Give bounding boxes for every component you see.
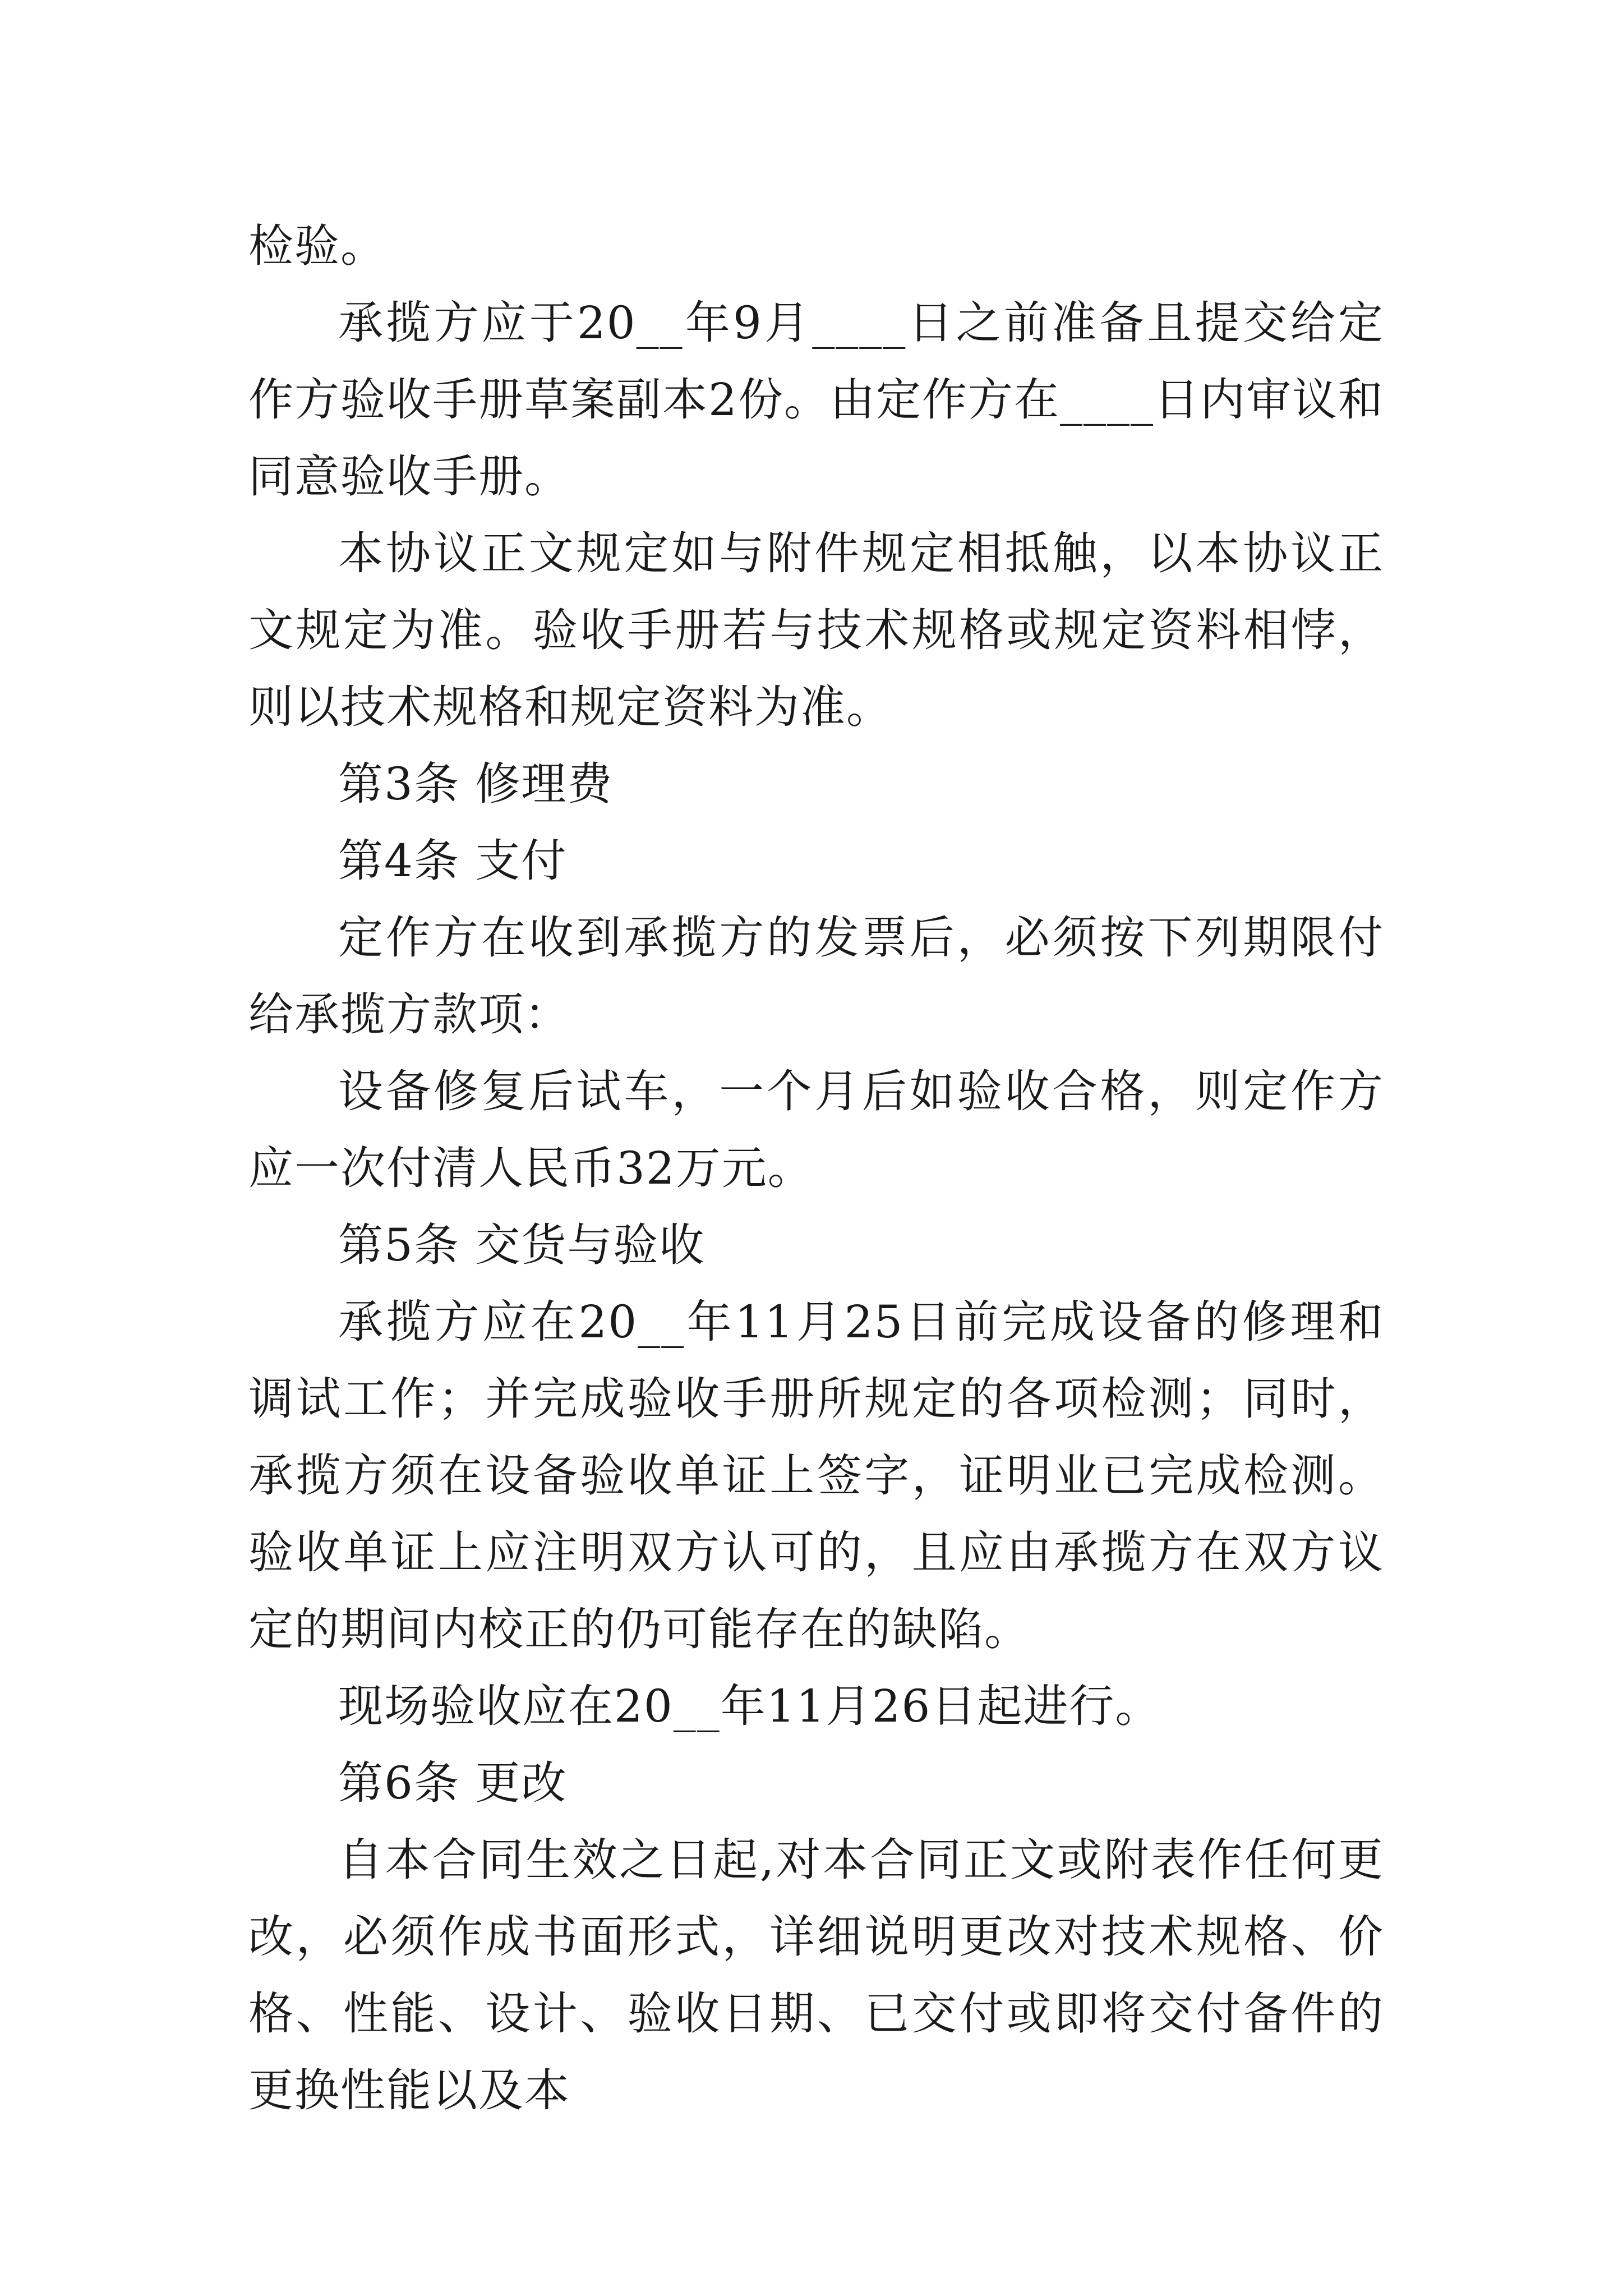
section-heading-article-6: 第6条 更改 [338,1757,568,1809]
section-heading-article-5: 第5条 交货与验收 [338,1219,706,1271]
section-heading-article-4: 第4条 支付 [338,835,568,887]
paragraph-continuation: 检验。 [248,220,386,272]
paragraph-delivery: 承揽方应在20__年11月25日前完成设备的修理和调试工作；并完成验收手册所规定的各项检测；同时，承揽方须在设备验收单证上签字，证明业已完成检测。验收单证上应注明双方认可的，且应由承揽方在双方议定的期间内校正的仍可能存在的缺陷。 [248,1296,1384,1655]
section-heading-article-3: 第3条 修理费 [338,758,614,810]
paragraph-site-acceptance: 现场验收应在20__年11月26日起进行。 [338,1680,1161,1732]
paragraph-amendments: 自本合同生效之日起,对本合同正文或附表作任何更改，必须作成书面形式，详细说明更改对技术规格、价格、性能、设计、验收日期、已交付或即将交付备件的更换性能以及本 [248,1834,1384,2116]
document-body [248,208,1384,2129]
paragraph-payment-amount: 设备修复后试车，一个月后如验收合格，则定作方应一次付清人民币32万元。 [248,1065,1384,1194]
paragraph-manual-draft: 承揽方应于20__年9月____日之前准备且提交给定作方验收手册草案副本2份。由定作方在____日内审议和同意验收手册。 [248,297,1384,503]
paragraph-payment-terms: 定作方在收到承揽方的发票后，必须按下列期限付给承揽方款项： [248,912,1384,1041]
paragraph-precedence: 本协议正文规定如与附件规定相抵触，以本协议正文规定为准。验收手册若与技术规格或规定资料相悖，则以技术规格和规定资料为准。 [248,527,1384,733]
